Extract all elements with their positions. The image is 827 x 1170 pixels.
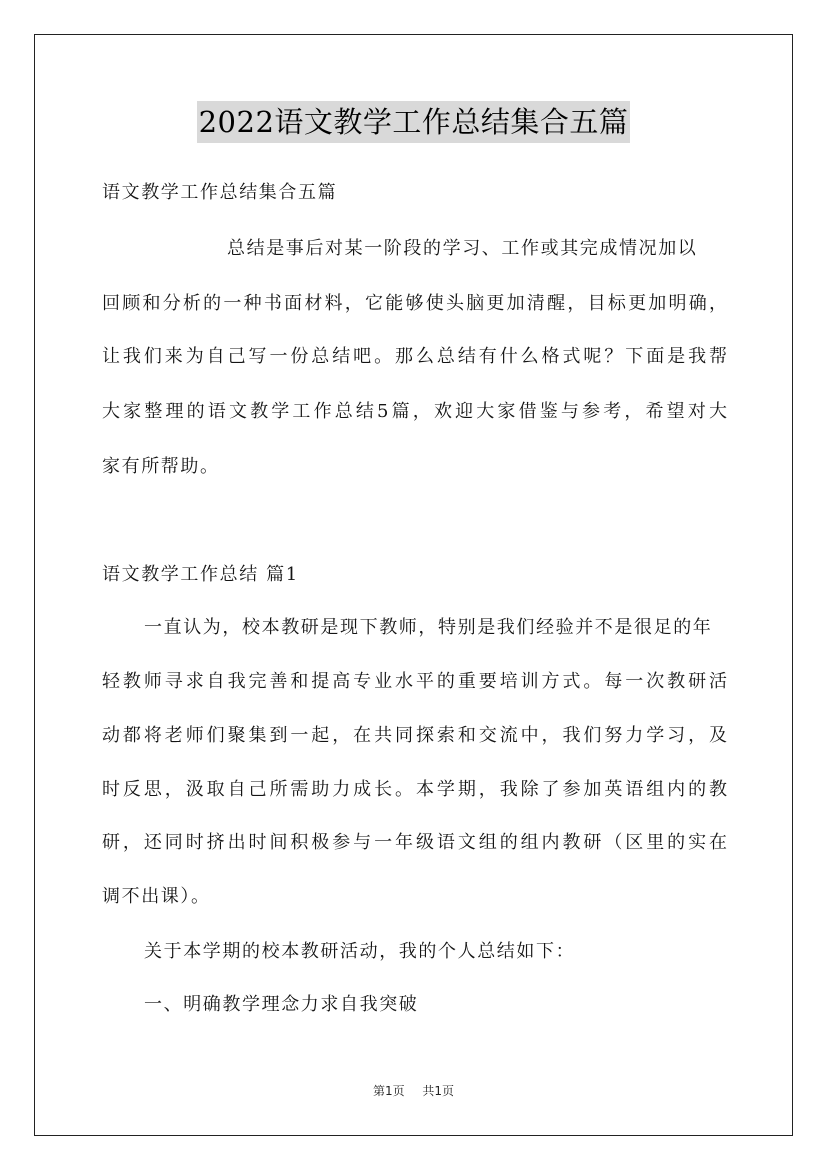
para1-line-4: 时反思，汲取自己所需助力成长。本学期，我除了参加英语组内的教: [102, 779, 727, 800]
intro-line-5: 家有所帮助。: [102, 456, 220, 477]
para3-heading: 一、明确教学理念力求自我突破: [144, 994, 419, 1015]
para1-line-3: 动都将老师们聚集到一起，在共同探索和交流中，我们努力学习，及: [102, 725, 727, 746]
para1-line-2: 轻教师寻求自我完善和提高专业水平的重要培训方式。每一次教研活: [102, 671, 727, 692]
intro-line-2: 回顾和分析的一种书面材料，它能够使头脑更加清醒，目标更加明确，: [102, 293, 727, 314]
document-title: 2022语文教学工作总结集合五篇: [197, 101, 631, 143]
page-footer: [0, 1082, 827, 1100]
para1-line-5: 研，还同时挤出时间积极参与一年级语文组的组内教研（区里的实在: [102, 832, 727, 853]
page-number: 第1页: [373, 1084, 405, 1098]
document-subtitle: 语文教学工作总结集合五篇: [102, 182, 338, 203]
total-pages: 共1页: [422, 1084, 454, 1098]
section-heading: 语文教学工作总结 篇1: [102, 564, 299, 585]
para1-line-6: 调不出课）。: [102, 886, 211, 907]
intro-line-3: 让我们来为自己写一份总结吧。那么总结有什么格式呢？下面是我帮: [102, 346, 727, 367]
para2: 关于本学期的校本教研活动，我的个人总结如下：: [144, 941, 576, 962]
intro-line-4: 大家整理的语文教学工作总结5篇，欢迎大家借鉴与参考，希望对大: [102, 401, 727, 422]
title-container: [0, 101, 827, 143]
intro-line-1: 总结是事后对某一阶段的学习、工作或其完成情况加以: [227, 238, 698, 259]
para1-line-1: 一直认为，校本教研是现下教师，特别是我们经验并不是很足的年: [144, 617, 713, 638]
